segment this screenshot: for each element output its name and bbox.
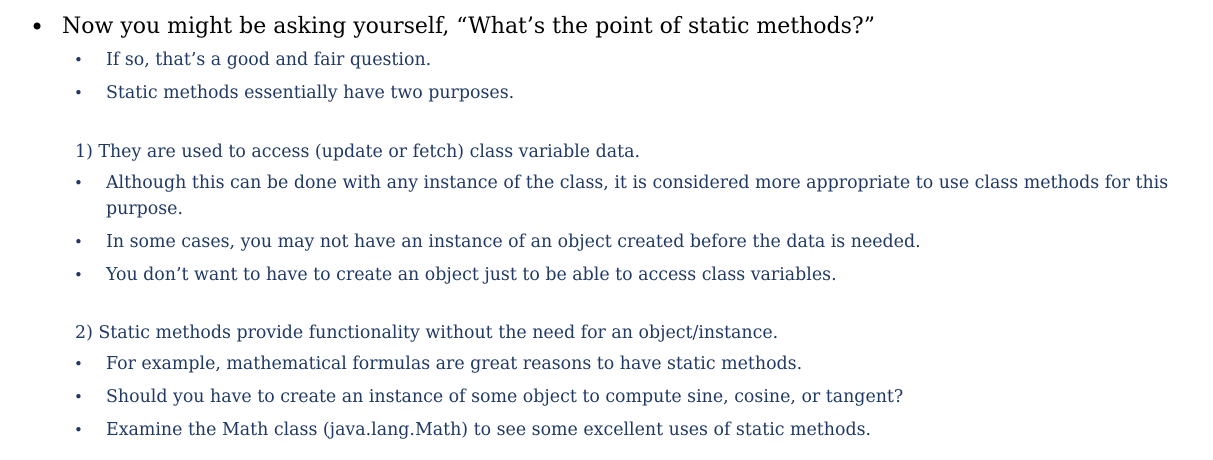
purpose-one-heading: 1) They are used to access (update or fetch) class variable data. (75, 142, 640, 162)
purpose-one-point-text: You don’t want to have to create an object just to be able to access class variables. (106, 265, 837, 285)
bullet-dot: • (74, 51, 83, 69)
purpose-one-point (70, 262, 1180, 288)
intro-point (70, 80, 1180, 106)
main-bullet (30, 12, 1180, 42)
main-bullet-text: Now you might be asking yourself, “What’s the point of static methods?” (62, 14, 875, 39)
bullet-dot: • (74, 388, 83, 406)
purpose-two-heading: 2) Static methods provide functionality without the need for an object/instance. (75, 323, 779, 343)
intro-point (70, 47, 1180, 73)
purpose-two-point-text: Should you have to create an instance of some object to compute sine, cosine, or tangent? (106, 387, 904, 407)
purpose-two-point-text: Examine the Math class (java.lang.Math) to see some excellent uses of static methods. (106, 420, 872, 440)
purpose-two-point (70, 384, 1180, 410)
main-bullet-dot: • (30, 13, 45, 41)
purpose-one-point-text: In some cases, you may not have an instance of an object created before the data is needed. (106, 232, 921, 252)
purpose-two-point-text: For example, mathematical formulas are great reasons to have static methods. (106, 354, 803, 374)
bullet-dot: • (74, 174, 83, 192)
bullet-dot: • (74, 84, 83, 102)
purpose-two-point (70, 351, 1180, 377)
bullet-dot: • (74, 233, 83, 251)
purpose-two-point (70, 417, 1180, 443)
purpose-one-point (70, 229, 1180, 255)
intro-point-text: If so, that’s a good and fair question. (106, 50, 432, 70)
purpose-one-point (70, 170, 1180, 222)
intro-point-text: Static methods essentially have two purposes. (106, 83, 515, 103)
bullet-dot: • (74, 421, 83, 439)
purpose-one-point-text: Although this can be done with any instance of the class, it is considered more appropriate to use class methods for this purpose. (106, 173, 1169, 219)
bullet-dot: • (74, 266, 83, 284)
bullet-dot: • (74, 355, 83, 373)
